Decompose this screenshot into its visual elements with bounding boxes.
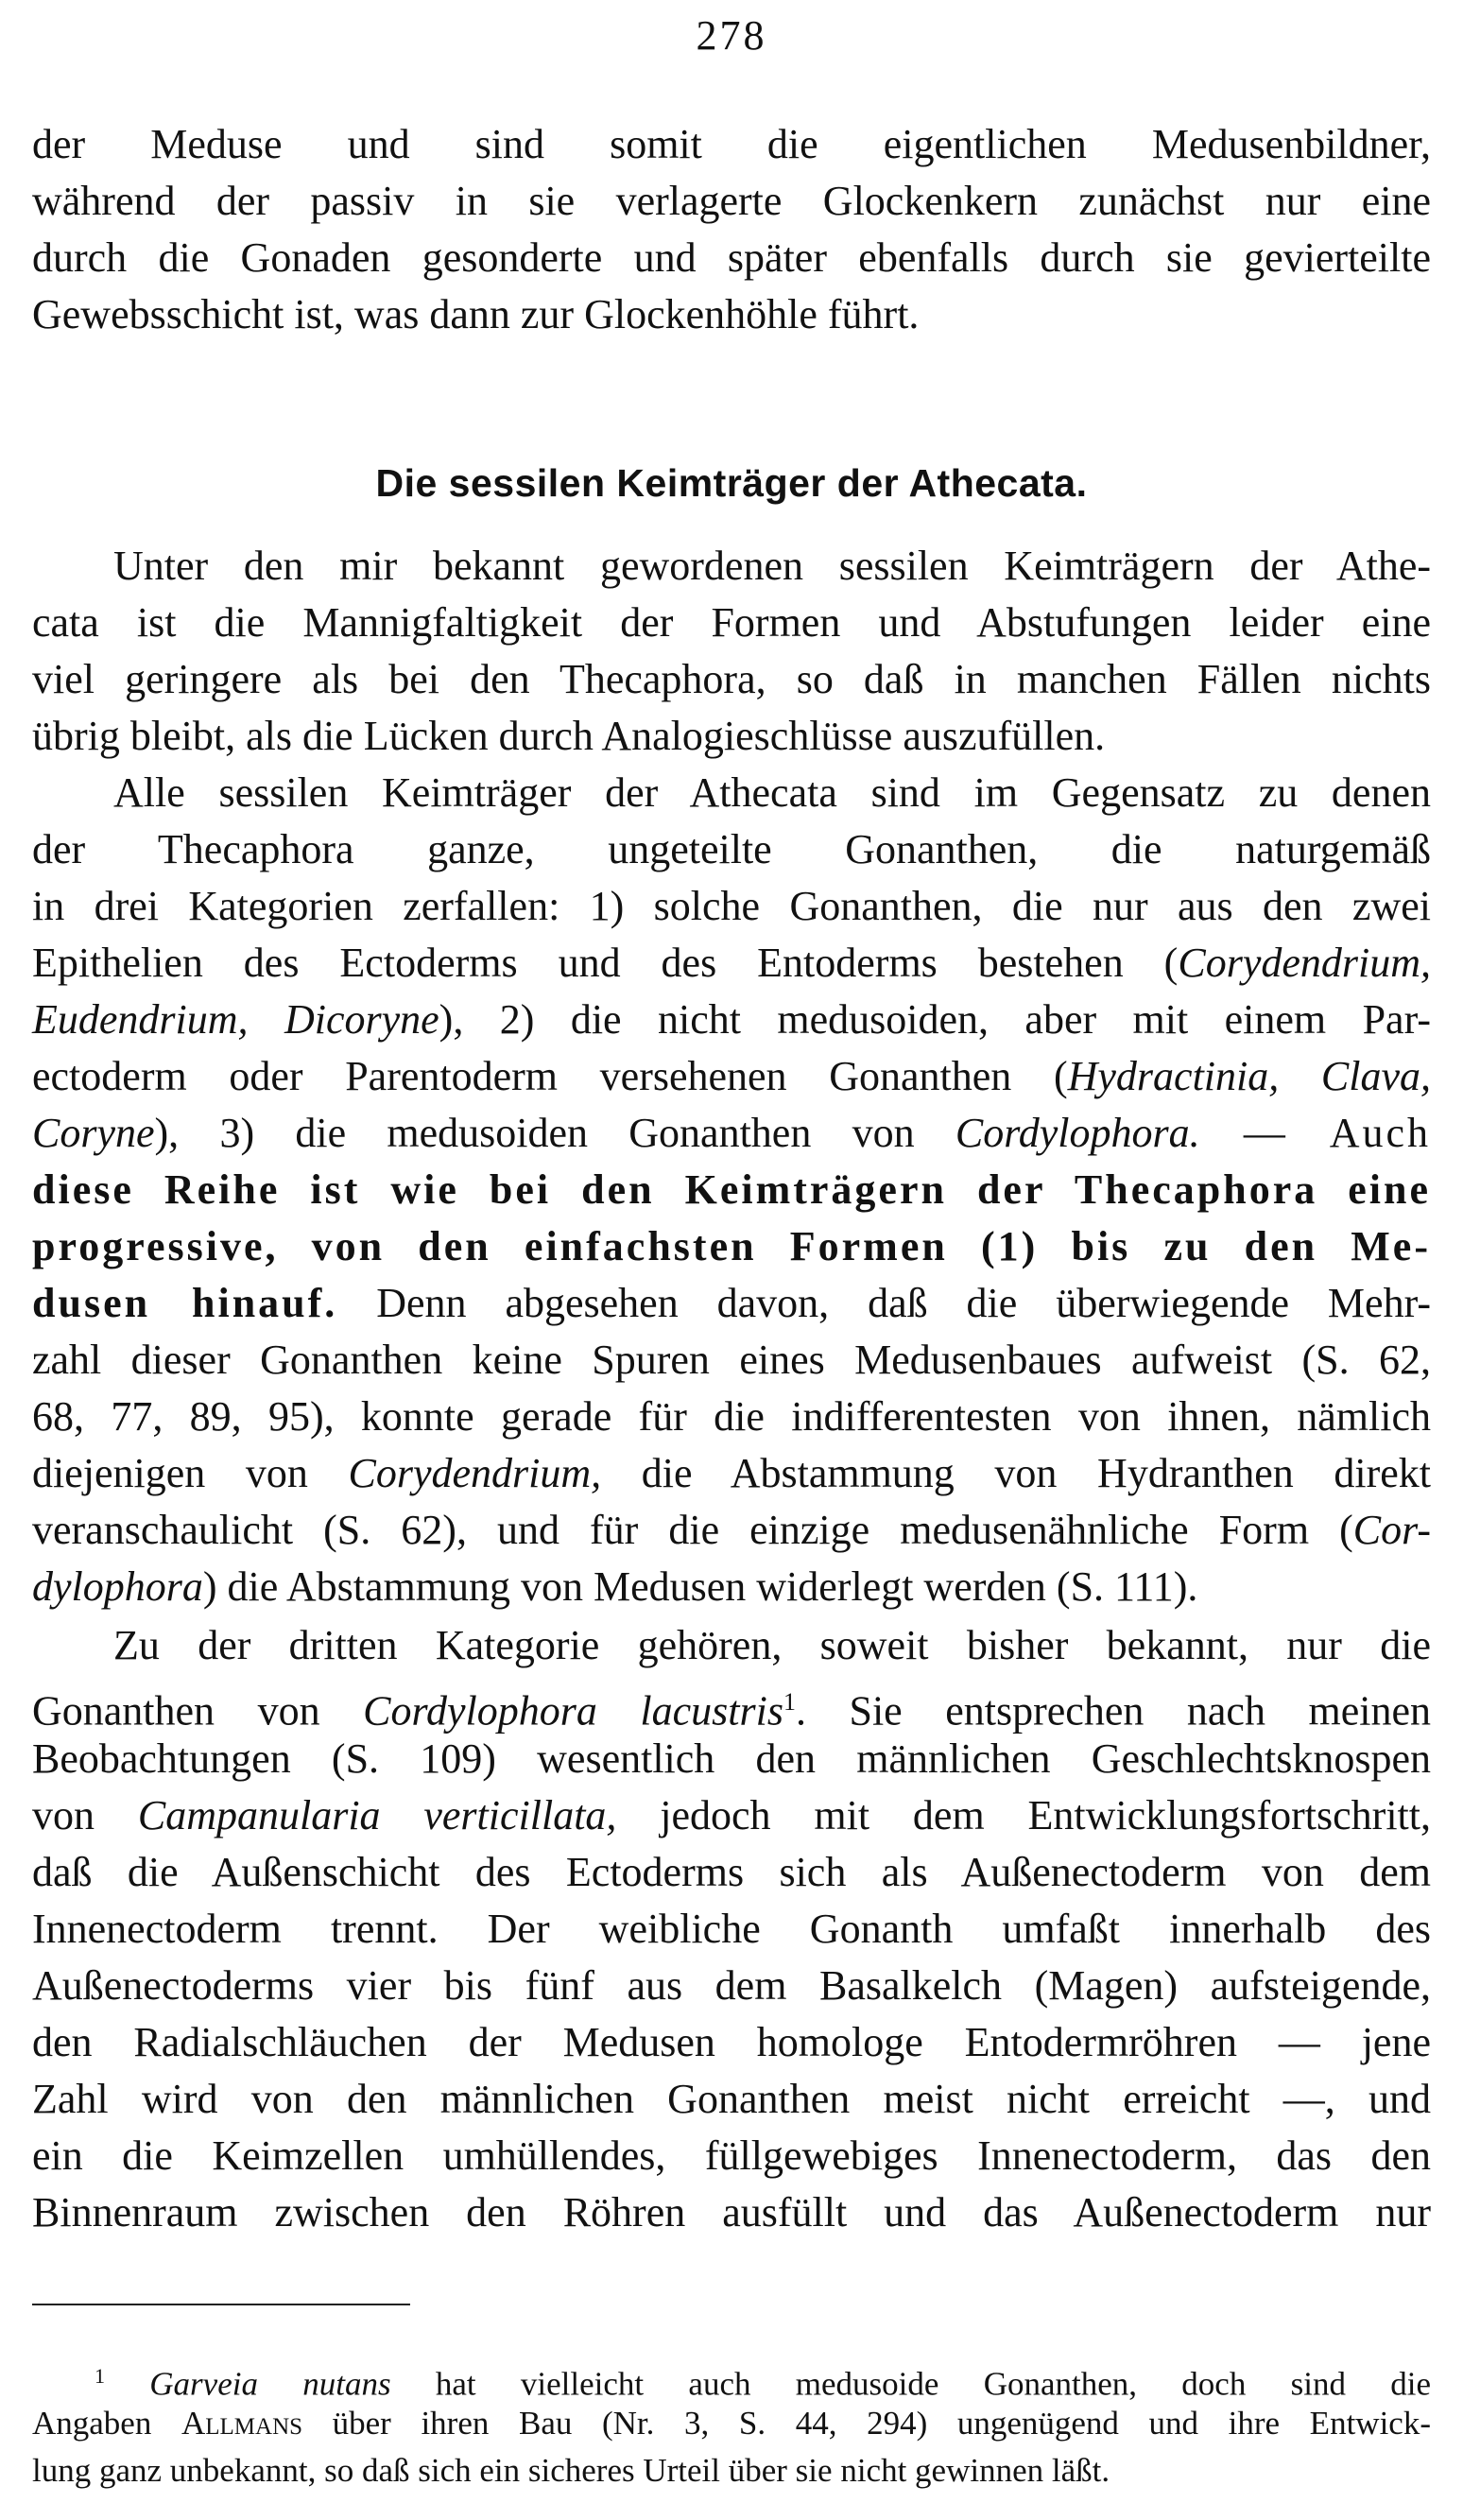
p2-line-15 xyxy=(32,1560,1431,1614)
p2-line-2-text: der Thecaphora ganze, ungeteilte Gonanthen, die naturgemäß xyxy=(32,826,1431,872)
species-garveia-nutans: Garveia nutans xyxy=(149,2365,391,2403)
p2-line-11: zahl dieser Gonanthen keine Spuren eines Medusenbaues aufweist (S. 62, xyxy=(32,1337,1431,1383)
p3-line-2-d: . Sie entsprechen nach meinen xyxy=(795,1687,1431,1735)
p2-line-12: 68, 77, 89, 95), konnte gerade für die indifferentesten von ihnen, nämlich xyxy=(32,1393,1431,1440)
p2-line-13 xyxy=(32,1446,1431,1501)
p3-line-4-a: von xyxy=(32,1792,138,1838)
species-cordylophora-lacustris: Cordylophora lacustris xyxy=(363,1687,783,1735)
p3-line-2 xyxy=(32,1675,1431,1735)
footnote-line-2-a: Angaben xyxy=(32,2405,181,2442)
p2-line-6 xyxy=(32,1049,1431,1104)
p3-line-11: Binnenraum zwischen den Röhren ausfüllt und das Außenectoderm nur xyxy=(32,2189,1431,2235)
p1-line-2: cata ist die Mannigfaltigkeit der Formen und Abstufungen leider eine xyxy=(32,599,1431,646)
p3-line-5: daß die Außenschicht des Ectoderms sich als Außenectoderm von dem xyxy=(32,1849,1431,1895)
intro-line-4: Gewebsschicht ist, was dann zur Glockenhöhle führt. xyxy=(32,291,920,337)
p2-line-10 xyxy=(32,1276,1431,1331)
footnote-mark: 1 xyxy=(95,2364,105,2388)
p2-line-8: diese Reihe ist wie bei den Keimträgern der Thecaphora eine xyxy=(32,1166,1431,1213)
p3-line-2-a: Gonanthen von xyxy=(32,1687,364,1735)
footnote-line-2 xyxy=(32,2402,1431,2445)
footnote-divider xyxy=(32,2304,410,2305)
p2-line-7-d: — Auch xyxy=(1199,1110,1431,1156)
p3-line-10: ein die Keimzellen umhüllendes, füllgewebiges Innenectoderm, das den xyxy=(32,2132,1431,2179)
p1-line-4: übrig bleibt, als die Lücken durch Analogieschlüsse auszufüllen. xyxy=(32,713,1106,759)
p1-line-3: viel geringere als bei den Thecaphora, so daß in manchen Fällen nichts xyxy=(32,656,1431,702)
p2-line-7-b: ), 3) die medusoiden Gonanthen von xyxy=(154,1110,955,1156)
p2-line-5-b: ), 2) die nicht medusoiden, aber mit einem Par- xyxy=(439,996,1432,1043)
p2-line-4-a: Epithelien des Ectoderms und des Entoderms bestehen ( xyxy=(32,940,1179,986)
p3-line-9: Zahl wird von den männlichen Gonanthen meist nicht erreicht —, und xyxy=(32,2076,1431,2122)
genus-coryne: Coryne xyxy=(32,1110,155,1156)
footnote-line-2-c: über ihren Bau (Nr. 3, S. 44, 294) ungenügend und ihre Entwick- xyxy=(302,2405,1431,2442)
p3-line-3: Beobachtungen (S. 109) wesentlich den männlichen Geschlechtsknospen xyxy=(32,1735,1431,1782)
p1-line-1: Unter den mir bekannt gewordenen sessilen Keimträgern der Athe- xyxy=(113,543,1431,589)
p2-line-13-c: die Abstammung von Hydranthen direkt xyxy=(601,1450,1431,1496)
p3-line-4 xyxy=(32,1788,1431,1843)
footnote-line-1 xyxy=(95,2355,1431,2403)
p3-line-6: Innenectoderm trennt. Der weibliche Gonanth umfaßt innerhalb des xyxy=(32,1906,1431,1952)
p2-line-9: progressive, von den einfachsten Formen (1) bis zu den Me- xyxy=(32,1223,1431,1269)
p2-line-10-b: Denn abgesehen davon, daß die überwiegende Mehr- xyxy=(337,1280,1432,1326)
intro-line-3: durch die Gonaden gesonderte und später ebenfalls durch sie gevierteilte xyxy=(32,234,1431,281)
intro-line-1: der Meduse und sind somit die eigentlichen Medusenbildner, xyxy=(32,121,1431,167)
genus-corydendrium-2: Corydendrium, xyxy=(348,1450,602,1496)
species-campanularia-verticillata: Campanularia verticillata, xyxy=(137,1792,617,1838)
genus-cordylophora: Cordylophora. xyxy=(955,1110,1200,1156)
p2-line-14 xyxy=(32,1503,1431,1558)
p2-line-5 xyxy=(32,992,1431,1047)
p2-line-10-a: dusen hinauf. xyxy=(32,1280,338,1326)
p2-line-1: Alle sessilen Keimträger der Athecata sind im Gegensatz zu denen xyxy=(113,769,1431,816)
p2-line-6-a: ectoderm oder Parentoderm versehenen Gonanthen ( xyxy=(32,1053,1068,1099)
p2-line-4 xyxy=(32,936,1431,991)
page-number: 278 xyxy=(696,12,767,59)
genus-hydractinia-clava: Hydractinia, Clava, xyxy=(1067,1053,1432,1099)
p2-line-13-a: diejenigen von xyxy=(32,1450,349,1496)
p2-line-15-b: ) die Abstammung von Medusen widerlegt werden (S. 111). xyxy=(202,1563,1198,1610)
p3-line-8: den Radialschläuchen der Medusen homologe Entodermröhren — jene xyxy=(32,2019,1431,2065)
p2-line-2 xyxy=(32,822,1431,877)
p3-line-1: Zu der dritten Kategorie gehören, soweit bisher bekannt, nur die xyxy=(113,1622,1431,1668)
genus-eudendrium-dicoryne: Eudendrium, Dicoryne xyxy=(32,996,439,1043)
footnote-line-1-b: hat vielleicht auch medusoide Gonanthen, doch sind die xyxy=(390,2365,1431,2403)
p2-line-14-a: veranschaulicht (S. 62), und für die einzige medusenähnliche Form ( xyxy=(32,1507,1353,1553)
genus-corydendrium: Corydendrium, xyxy=(1178,940,1431,986)
p2-line-7 xyxy=(32,1106,1431,1161)
genus-cor-hyphen: Cor- xyxy=(1352,1507,1431,1553)
p2-line-3: in drei Kategorien zerfallen: 1) solche Gonanthen, die nur aus den zwei xyxy=(32,883,1431,929)
intro-line-2: während der passiv in sie verlagerte Glockenkern zunächst nur eine xyxy=(32,178,1431,224)
section-heading: Die sessilen Keimträger der Athecata. xyxy=(375,461,1088,505)
p3-line-7: Außenectoderms vier bis fünf aus dem Basalkelch (Magen) aufsteigende, xyxy=(32,1962,1431,2009)
footnote-line-3: lung ganz unbekannt, so daß sich ein sicheres Urteil über sie nicht gewinnen läßt. xyxy=(32,2452,1110,2489)
author-allmans: Allmans xyxy=(181,2405,303,2442)
footnote-ref[interactable]: 1 xyxy=(783,1688,796,1716)
genus-dylophora: dylophora xyxy=(32,1563,203,1610)
p3-line-4-c: jedoch mit dem Entwicklungsfortschritt, xyxy=(616,1792,1431,1838)
